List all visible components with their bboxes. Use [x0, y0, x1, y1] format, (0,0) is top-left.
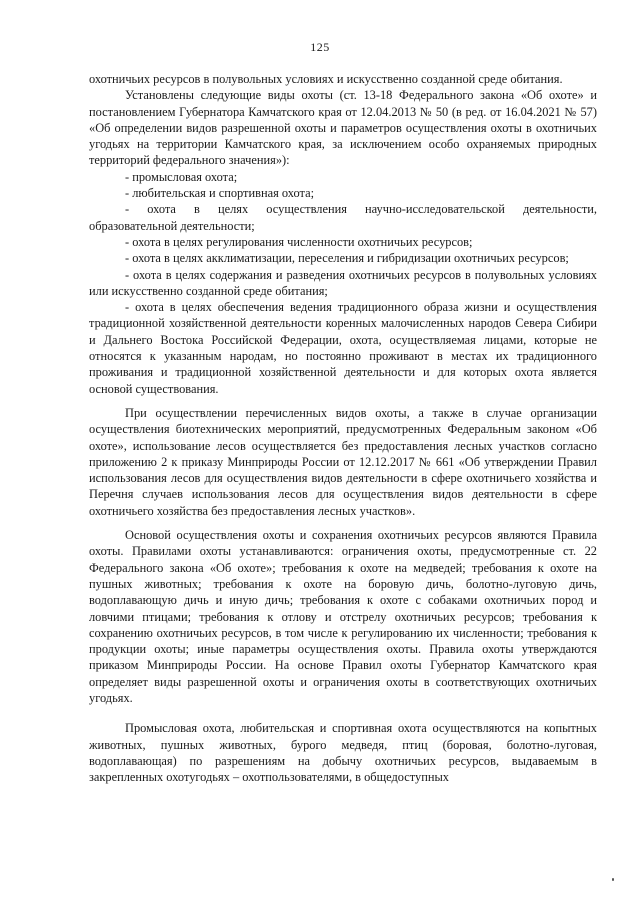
paragraph-continuation: охотничьих ресурсов в полувольных условиях и искусственно созданной среде обитания. [89, 72, 563, 86]
list-item-regulation-hunting: - охота в целях регулирования численности охотничьих ресурсов; [125, 234, 473, 249]
document-body [89, 71, 597, 785]
page-number: 125 [310, 40, 330, 54]
paragraph-forest-use: При осуществлении перечисленных видов охоты, а также в случае организации осуществления биотехнических мероприятий, предусмотренных Федеральным законом «Об охоте», использование лесов осуществляется без предоставления лесных участков согласно приложению 2 к приказу Минприроды России от 12.12.2017 № 661 «Об утверждении Правил использования лесов для осуществления видов деятельности в сфере охотничьего хозяйства и Перечня случаев использования лесов для осуществления видов деятельности в сфере охотничьего хозяйства без предоставления лесных участков». [89, 405, 597, 518]
list-item-acclimatization-hunting: - охота в целях акклиматизации, переселения и гибридизации охотничьих ресурсов; [125, 251, 569, 266]
list-item-amateur-sport-hunting: - любительская и спортивная охота; [125, 186, 315, 201]
list-item-research-hunting: - охота в целях осуществления научно-исследовательской деятельности, образовательной деятельности; [89, 202, 597, 233]
paragraph-commercial-hunting-permits: Промысловая охота, любительская и спортивная охота осуществляются на копытных животных, пушных животных, бурого медведя, птиц (боровая, болотно-луговая, водоплавающая) по разрешениям на добычу охотничьих ресурсов, выдаваемым в закрепленных охотугодьях – охотпользователями, в общедоступных [89, 721, 597, 785]
list-item-breeding-hunting: - охота в целях содержания и разведения охотничьих ресурсов в полувольных условиях или искусственно созданной среде обитания; [89, 267, 597, 298]
list-item-commercial-hunting: - промысловая охота; [125, 169, 238, 184]
list-item-traditional-hunting: - охота в целях обеспечения ведения традиционного образа жизни и осуществления традиционной хозяйственной деятельности коренных малочисленных народов Севера Сибири и Дальнего Востока Российской Федерации, охота, осуществляемая лицами, которые не относятся к указанным народам, но постоянно проживают в местах их традиционного проживания и традиционной хозяйственной деятельности и для которых охота является основой существования. [89, 300, 597, 396]
scan-speck [612, 878, 614, 881]
paragraph-hunting-types-intro: Установлены следующие виды охоты (ст. 13-18 Федерального закона «Об охоте» и постановлением Губернатора Камчатского края от 12.04.2013 № 50 (в ред. от 16.04.2021 № 57) «Об определении видов разрешенной охоты и параметров осуществления охоты в охотничьих угодьях на территории Камчатского края, за исключением особо охраняемых природных территорий федерального значения»): [89, 88, 597, 168]
paragraph-hunting-rules: Основой осуществления охоты и сохранения охотничьих ресурсов являются Правила охоты. Правилами охоты устанавливаются: ограничения охоты, предусмотренные ст. 22 Федерального закона «Об охоте»; требования к охоте на медведей; требования к охоте на пушных животных; требования к охоте на боровую дичь, болотно-луговую дичь, водоплавающую дичь и иную дичь; требования к охоте с собаками охотничьих пород и ловчими птицами; требования к отлову и отстрелу охотничьих ресурсов; требования к сохранению охотничьих ресурсов, в том числе к регулированию их численности; требования к продукции охоты; иные параметры осуществления охоты. Правила охоты утверждаются приказом Минприроды России. На основе Правил охоты Губернатор Камчатского края определяет виды разрешенной охоты и ограничения охоты в соответствующих охотничьих угодьях. [89, 528, 597, 705]
